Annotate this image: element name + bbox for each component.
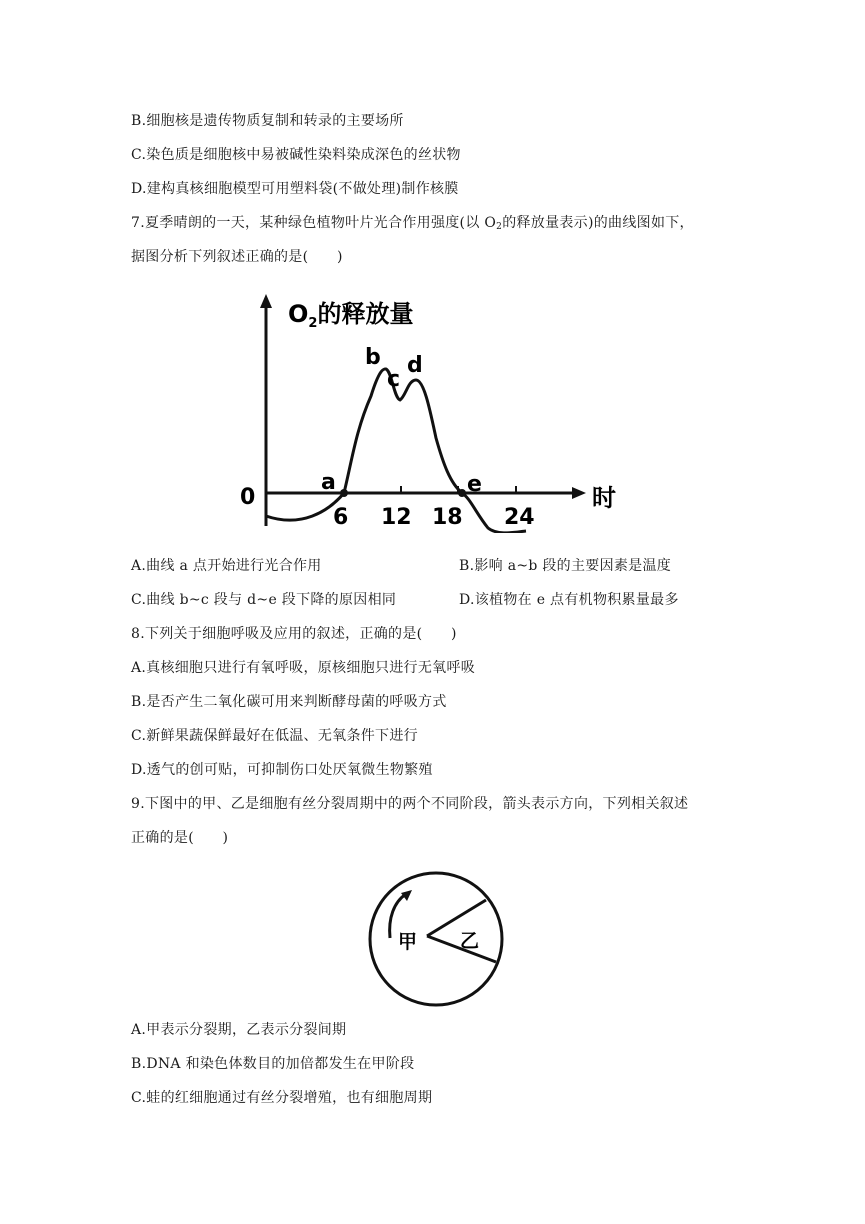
question-8-stem: 8.下列关于细胞呼吸及应用的叙述，正确的是( ) xyxy=(131,626,457,642)
option-b-nucleus: B.细胞核是遗传物质复制和转录的主要场所 xyxy=(131,113,404,129)
question-9-stem-cont: 正确的是( ) xyxy=(131,830,229,846)
o2-release-graph xyxy=(236,288,626,533)
phase-yi-label: 乙 xyxy=(460,930,480,952)
option-c-chromatin: C.染色质是细胞核中易被碱性染料染成深色的丝状物 xyxy=(131,147,461,163)
question-7-stem-cont: 据图分析下列叙述正确的是( ) xyxy=(131,249,343,265)
phase-jia-label: 甲 xyxy=(398,931,418,953)
question-9-stem: 9.下图中的甲、乙是细胞有丝分裂周期中的两个不同阶段，箭头表示方向，下列相关叙述 xyxy=(131,796,689,812)
q8-option-b: B.是否产生二氧化碳可用来判断酵母菌的呼吸方式 xyxy=(131,694,447,710)
tick-label-12: 12 xyxy=(381,505,412,530)
y-axis-label: $O_2$的释放量 xyxy=(288,300,414,331)
point-e-label: e xyxy=(467,472,482,497)
point-c-label: c xyxy=(387,367,401,392)
q7-option-b: B.影响 a~b 段的主要因素是温度 xyxy=(459,558,672,574)
q7-option-a: A.曲线 a 点开始进行光合作用 xyxy=(131,558,322,574)
x-axis-label: 时 xyxy=(592,484,616,512)
point-d-label: d xyxy=(407,353,423,378)
option-d-model: D.建构真核细胞模型可用塑料袋(不做处理)制作核膜 xyxy=(131,181,459,197)
point-a-label: a xyxy=(321,470,336,495)
q7-option-c: C.曲线 b~c 段与 d~e 段下降的原因相同 xyxy=(131,592,397,608)
tick-label-24: 24 xyxy=(504,505,535,530)
origin-label: 0 xyxy=(240,485,256,510)
point-b-label: b xyxy=(365,345,381,370)
tick-label-18: 18 xyxy=(432,505,463,530)
q9-option-b: B.DNA 和染色体数目的加倍都发生在甲阶段 xyxy=(131,1056,415,1072)
question-7-stem: 7.夏季晴朗的一天，某种绿色植物叶片光合作用强度(以 $O_2$的释放量表示)的曲线图如下， xyxy=(131,215,694,232)
q7-option-d: D.该植物在 e 点有机物积累量最多 xyxy=(459,592,679,608)
q8-option-c: C.新鲜果蔬保鲜最好在低温、无氧条件下进行 xyxy=(131,728,418,744)
q9-option-c: C.蛙的红细胞通过有丝分裂增殖，也有细胞周期 xyxy=(131,1090,433,1106)
q8-option-a: A.真核细胞只进行有氧呼吸，原核细胞只进行无氧呼吸 xyxy=(131,660,476,676)
q8-option-d: D.透气的创可贴，可抑制伤口处厌氧微生物繁殖 xyxy=(131,762,433,778)
cell-cycle-diagram xyxy=(364,868,510,1012)
q9-option-a: A.甲表示分裂期，乙表示分裂间期 xyxy=(131,1022,347,1038)
tick-label-6: 6 xyxy=(333,505,349,530)
